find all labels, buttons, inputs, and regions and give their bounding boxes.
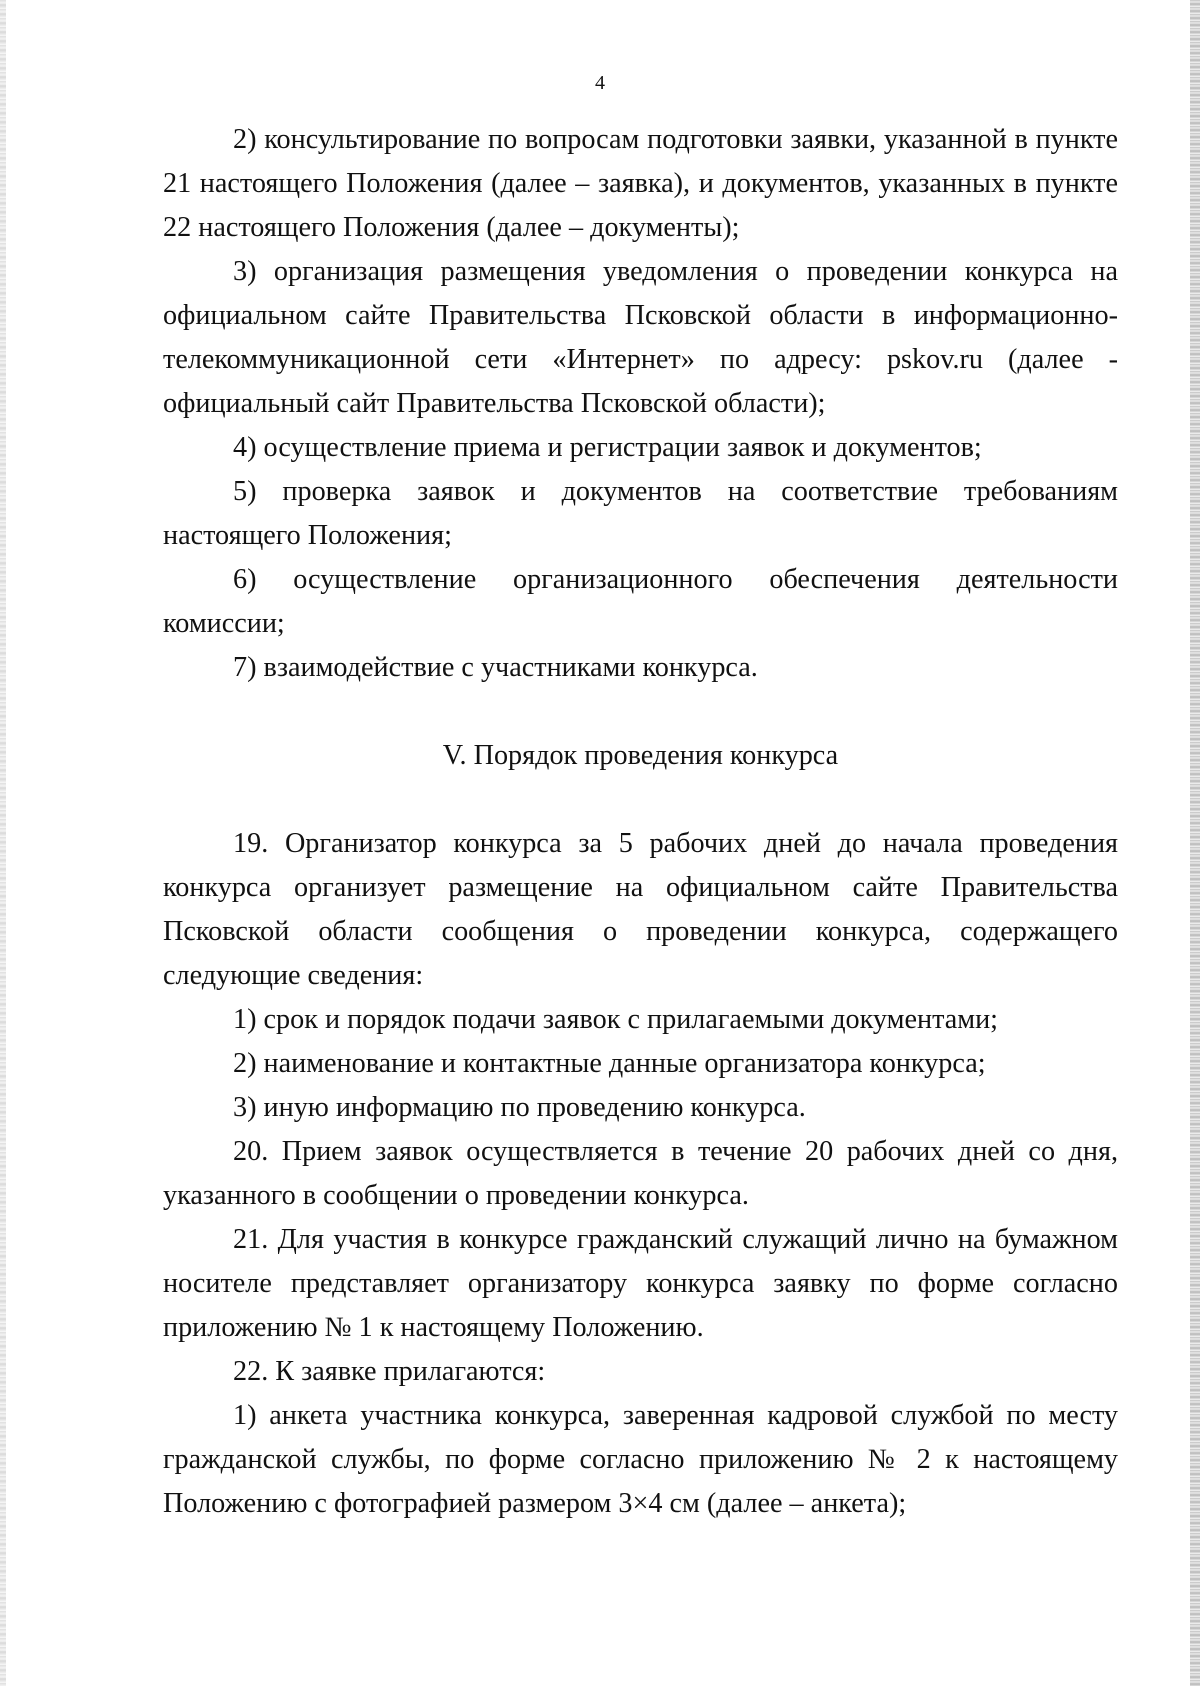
- paragraph-19-item-1: 1) срок и порядок подачи заявок с прилагаемыми документами;: [233, 1004, 999, 1035]
- paragraph-19-item-2: 2) наименование и контактные данные организатора конкурса;: [233, 1048, 986, 1079]
- paragraph-item-6-commission-support: 6) осуществление организационного обеспечения деятельности комиссии;: [163, 564, 1118, 639]
- paragraph-item-2-consulting: 2) консультирование по вопросам подготовки заявки, указанной в пункте 21 настоящего Положения (далее – заявка), и документов, указанных в пункте 22 настоящего Положения (далее – документы);: [163, 124, 1118, 243]
- paragraph-22-attachments: 22. К заявке прилагаются:: [233, 1356, 546, 1387]
- paragraph-item-5-verification: 5) проверка заявок и документов на соответствие требованиям настоящего Положения;: [163, 476, 1118, 551]
- scan-edge-left: [0, 0, 6, 1686]
- section-heading: V. Порядок проведения конкурса: [442, 740, 839, 771]
- paragraph-item-3-notice-placement: 3) организация размещения уведомления о проведении конкурса на официальном сайте Правительства Псковской области в информационно-телекоммуникационной сети «Интернет» по адресу: pskov.ru (далее - официальный сайт Правительства Псковской области);: [163, 256, 1118, 419]
- paragraph-19-item-3: 3) иную информацию по проведению конкурса.: [233, 1092, 806, 1123]
- paragraph-item-4-reception: 4) осуществление приема и регистрации заявок и документов;: [233, 432, 982, 463]
- paragraph-22-item-1-questionnaire: 1) анкета участника конкурса, заверенная кадровой службой по месту гражданской службы, по форме согласно приложению № 2 к настоящему Положению с фотографией размером 3×4 см (далее – анкета);: [163, 1400, 1118, 1519]
- scan-edge-right: [1190, 0, 1200, 1686]
- paragraph-21-participation: 21. Для участия в конкурсе гражданский служащий лично на бумажном носителе представляет организатору конкурса заявку по форме согласно приложению № 1 к настоящему Положению.: [163, 1224, 1118, 1343]
- paragraph-20-application-period: 20. Прием заявок осуществляется в течение 20 рабочих дней со дня, указанного в сообщении о проведении конкурса.: [163, 1136, 1118, 1211]
- document-body: [163, 118, 1118, 1526]
- page-number: 4: [595, 72, 605, 94]
- paragraph-item-7-interaction: 7) взаимодействие с участниками конкурса.: [233, 652, 758, 683]
- paragraph-19-announcement: 19. Организатор конкурса за 5 рабочих дней до начала проведения конкурса организует размещение на официальном сайте Правительства Псковской области сообщения о проведении конкурса, содержащего следующие сведения:: [163, 828, 1118, 991]
